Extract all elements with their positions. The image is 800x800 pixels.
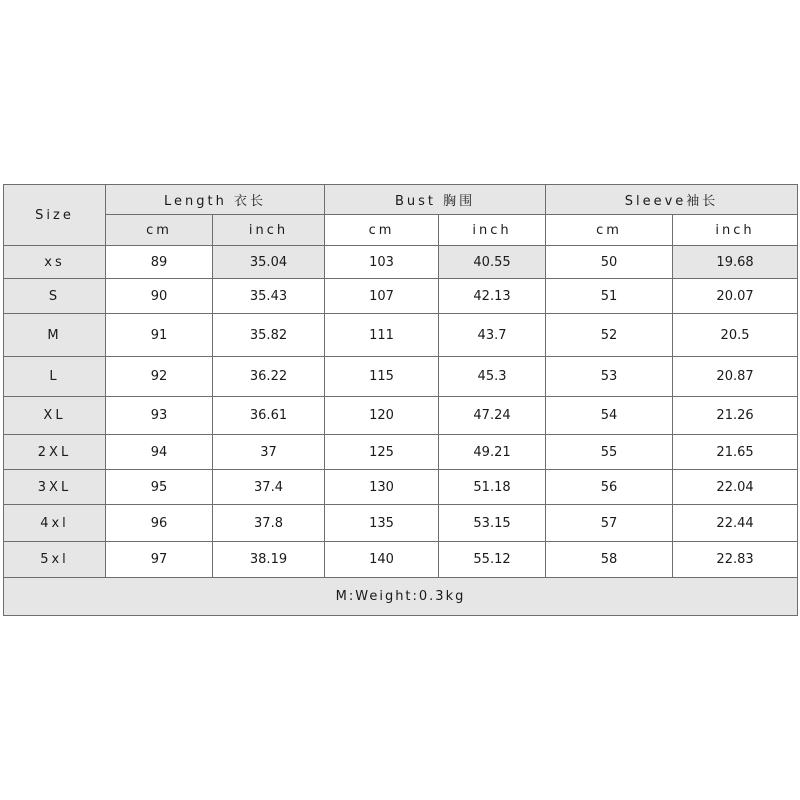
- length-cm-cell: 94: [106, 435, 213, 470]
- sleeve-inch-cell: 22.83: [673, 542, 798, 578]
- sleeve-inch-cell: 21.65: [673, 435, 798, 470]
- table-row: [4, 246, 798, 279]
- bust-inch-header: inch: [439, 215, 546, 246]
- bust-inch-cell: 55.12: [439, 542, 546, 578]
- table-row: [4, 435, 798, 470]
- sleeve-cm-cell: 52: [546, 314, 673, 357]
- sleeve-cm-header: cm: [546, 215, 673, 246]
- length-inch-cell: 36.22: [213, 357, 325, 397]
- bust-inch-cell: 53.15: [439, 505, 546, 542]
- length-inch-cell: 35.04: [213, 246, 325, 279]
- table-row: [4, 357, 798, 397]
- sleeve-inch-cell: 22.04: [673, 470, 798, 505]
- length-inch-cell: 36.61: [213, 397, 325, 435]
- table-row: [4, 314, 798, 357]
- sleeve-inch-cell: 20.07: [673, 279, 798, 314]
- bust-inch-cell: 47.24: [439, 397, 546, 435]
- sleeve-cm-cell: 53: [546, 357, 673, 397]
- sleeve-header: Sleeve袖长: [546, 185, 798, 215]
- length-cm-cell: 89: [106, 246, 213, 279]
- length-cm-header: cm: [106, 215, 213, 246]
- sleeve-cm-cell: 58: [546, 542, 673, 578]
- sleeve-inch-cell: 20.5: [673, 314, 798, 357]
- length-cm-cell: 90: [106, 279, 213, 314]
- bust-inch-cell: 40.55: [439, 246, 546, 279]
- bust-cm-cell: 125: [325, 435, 439, 470]
- length-inch-cell: 37: [213, 435, 325, 470]
- size-cell: M: [4, 314, 106, 357]
- sleeve-cm-cell: 56: [546, 470, 673, 505]
- size-cell: 5xl: [4, 542, 106, 578]
- footer-row: [4, 578, 798, 616]
- sleeve-inch-cell: 22.44: [673, 505, 798, 542]
- size-chart-table: [3, 184, 798, 616]
- size-cell: 3XL: [4, 470, 106, 505]
- length-cm-cell: 96: [106, 505, 213, 542]
- bust-header: Bust 胸围: [325, 185, 546, 215]
- length-cm-cell: 92: [106, 357, 213, 397]
- size-cell: S: [4, 279, 106, 314]
- bust-cm-header: cm: [325, 215, 439, 246]
- length-inch-cell: 35.82: [213, 314, 325, 357]
- length-inch-cell: 37.8: [213, 505, 325, 542]
- bust-cm-cell: 111: [325, 314, 439, 357]
- bust-inch-cell: 45.3: [439, 357, 546, 397]
- sleeve-inch-cell: 21.26: [673, 397, 798, 435]
- sleeve-inch-cell: 19.68: [673, 246, 798, 279]
- weight-note: M:Weight:0.3kg: [4, 578, 798, 616]
- size-cell: 2XL: [4, 435, 106, 470]
- bust-inch-cell: 42.13: [439, 279, 546, 314]
- bust-inch-cell: 51.18: [439, 470, 546, 505]
- sleeve-cm-cell: 55: [546, 435, 673, 470]
- bust-cm-cell: 115: [325, 357, 439, 397]
- bust-inch-cell: 49.21: [439, 435, 546, 470]
- bust-inch-cell: 43.7: [439, 314, 546, 357]
- length-header: Length 衣长: [106, 185, 325, 215]
- size-cell: xs: [4, 246, 106, 279]
- bust-cm-cell: 120: [325, 397, 439, 435]
- sleeve-cm-cell: 51: [546, 279, 673, 314]
- table-row: [4, 542, 798, 578]
- length-inch-header: inch: [213, 215, 325, 246]
- table-row: [4, 470, 798, 505]
- length-inch-cell: 38.19: [213, 542, 325, 578]
- sleeve-cm-cell: 57: [546, 505, 673, 542]
- length-cm-cell: 93: [106, 397, 213, 435]
- bust-cm-cell: 130: [325, 470, 439, 505]
- length-cm-cell: 91: [106, 314, 213, 357]
- size-cell: L: [4, 357, 106, 397]
- length-cm-cell: 95: [106, 470, 213, 505]
- sleeve-cm-cell: 50: [546, 246, 673, 279]
- bust-cm-cell: 103: [325, 246, 439, 279]
- length-cm-cell: 97: [106, 542, 213, 578]
- table-row: [4, 279, 798, 314]
- length-inch-cell: 35.43: [213, 279, 325, 314]
- sleeve-inch-cell: 20.87: [673, 357, 798, 397]
- size-cell: XL: [4, 397, 106, 435]
- table-row: [4, 505, 798, 542]
- size-cell: 4xl: [4, 505, 106, 542]
- bust-cm-cell: 107: [325, 279, 439, 314]
- size-column-header: Size: [4, 185, 106, 246]
- sleeve-cm-cell: 54: [546, 397, 673, 435]
- bust-cm-cell: 135: [325, 505, 439, 542]
- length-inch-cell: 37.4: [213, 470, 325, 505]
- sleeve-inch-header: inch: [673, 215, 798, 246]
- bust-cm-cell: 140: [325, 542, 439, 578]
- table-row: [4, 397, 798, 435]
